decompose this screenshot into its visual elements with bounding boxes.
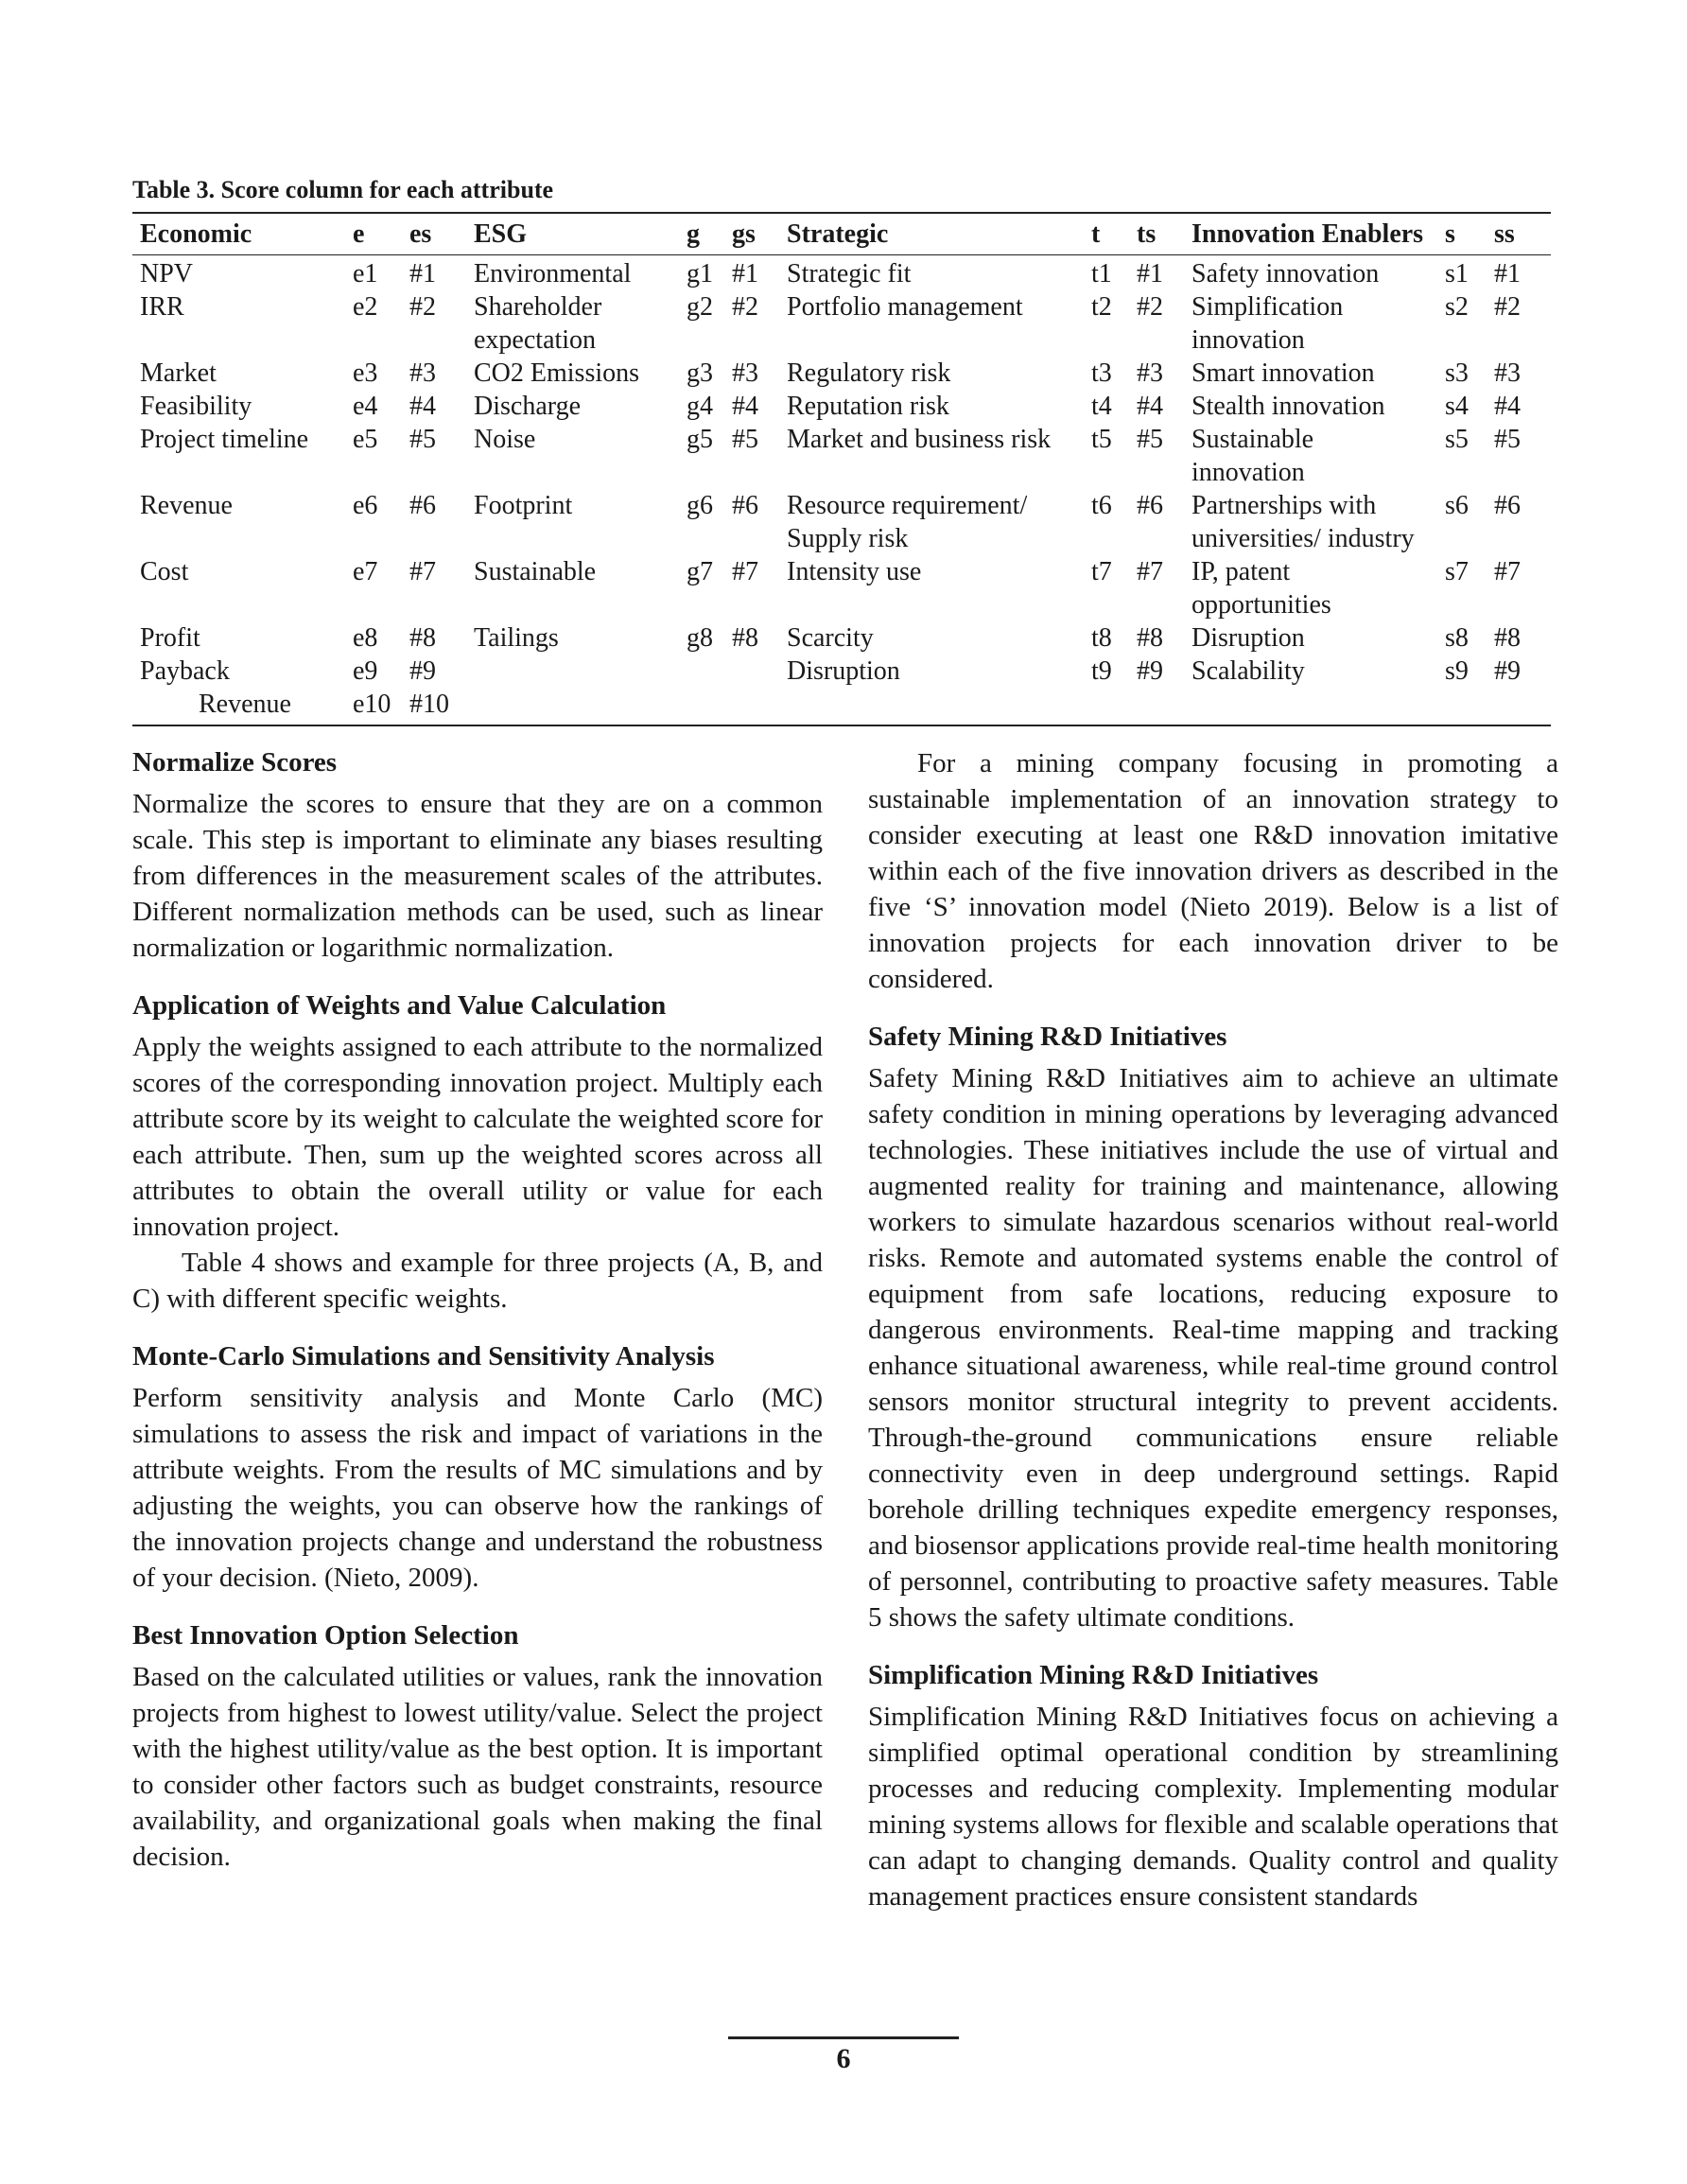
table-cell: e1: [353, 259, 378, 288]
table-cell: Noise: [474, 425, 536, 454]
paragraph: Simplification Mining R&D Initiatives focus on achieving a simplified optimal operational condition by streamlining processes and reducing complexity. Implementing modular mining systems allows for flexible and scalable operations that can adapt to changing demands. Quality control and quality management practices ensure consistent standards: [868, 1702, 1558, 1912]
table-cell: Payback: [140, 656, 230, 686]
table-cell: g6: [687, 491, 713, 520]
table-cell: e3: [353, 358, 378, 388]
table-cell: Disruption: [1191, 623, 1305, 653]
table-cell: e5: [353, 425, 378, 454]
table-cell: e6: [353, 491, 378, 520]
paragraph: Table 4 shows and example for three projects (A, B, and C) with different specific weights.: [132, 1248, 823, 1314]
table-cell: g5: [687, 425, 713, 454]
table-cell: s6: [1445, 491, 1469, 520]
table-cell: Stealth innovation: [1191, 392, 1385, 421]
table-cell: g1: [687, 259, 713, 288]
table-cell: #6: [1494, 491, 1521, 520]
table-cell: #2: [1494, 292, 1521, 322]
section: [868, 1658, 1558, 1914]
table-cell: Environmental: [474, 259, 632, 288]
header-ts: ts: [1129, 213, 1184, 255]
header-ss: ss: [1487, 213, 1551, 255]
table-cell: e10: [353, 690, 391, 719]
table-cell: #6: [409, 491, 436, 520]
table-cell: #7: [409, 557, 436, 586]
header-gs: gs: [724, 213, 779, 255]
table-cell: Safety innovation: [1191, 259, 1380, 288]
table-cell: #1: [732, 259, 758, 288]
table-row: [132, 290, 1551, 357]
section: [132, 745, 823, 966]
table-cell: e9: [353, 656, 378, 686]
table-cell: #8: [1494, 623, 1521, 653]
table-cell: IRR: [140, 292, 184, 322]
table-cell: #4: [732, 392, 758, 421]
paragraph: Apply the weights assigned to each attribute to the normalized scores of the corresponding innovation project. Multiply each attribute score by its weight to calculate the weighted score for each attribute. Then, sum up the weighted scores across all attributes to obtain the overall utility or value for each innovation project.: [132, 1032, 823, 1242]
header-strategic: Strategic: [779, 213, 1084, 255]
table-cell: t4: [1091, 392, 1112, 421]
table-cell: e7: [353, 557, 378, 586]
header-g: g: [679, 213, 724, 255]
table-cell: t7: [1091, 557, 1112, 586]
table-cell: t3: [1091, 358, 1112, 388]
paragraph: Based on the calculated utilities or values, rank the innovation projects from highest to lowest utility/value. Select the project with the highest utility/value as the best option. It is important to consider other factors such as budget constraints, resource availability, and organizational goals when making the final decision.: [132, 1662, 823, 1872]
section-heading: Monte-Carlo Simulations and Sensitivity Analysis: [132, 1341, 715, 1372]
table-cell: Scarcity: [787, 623, 874, 653]
table-cell: g4: [687, 392, 713, 421]
page-number: 6: [836, 2043, 851, 2074]
table-body: [132, 255, 1551, 726]
table-cell: #2: [732, 292, 758, 322]
table-cell: #8: [409, 623, 436, 653]
table-cell: t5: [1091, 425, 1112, 454]
table-cell: #4: [1137, 392, 1163, 421]
footer-rule: [728, 2036, 959, 2039]
table-cell: [724, 655, 779, 688]
header-t: t: [1084, 213, 1129, 255]
table-cell: t1: [1091, 259, 1112, 288]
table-cell: #1: [1494, 259, 1521, 288]
table-cell: Regulatory risk: [787, 358, 951, 388]
table-cell: [466, 655, 679, 688]
table-cell: Tailings: [474, 623, 559, 653]
table-cell: e8: [353, 623, 378, 653]
section-heading: Simplification Mining R&D Initiatives: [868, 1660, 1319, 1690]
table-cell: g7: [687, 557, 713, 586]
table-cell: s2: [1445, 292, 1469, 322]
table-cell: s7: [1445, 557, 1469, 586]
table-cell: Market: [140, 358, 217, 388]
table-cell: #5: [1494, 425, 1521, 454]
table-row: [132, 489, 1551, 555]
table-cell: [1084, 688, 1129, 725]
table-cell: Scalability: [1191, 656, 1305, 686]
table-cell: g8: [687, 623, 713, 653]
table-cell: [1184, 688, 1437, 725]
intro-section: [868, 745, 1558, 997]
table-cell: #6: [1137, 491, 1163, 520]
table-cell: Sustainable innovation: [1191, 425, 1314, 487]
table-cell: #9: [1494, 656, 1521, 686]
table-cell: #7: [1137, 557, 1163, 586]
table-cell: Sustainable: [474, 557, 597, 586]
table-cell: #3: [1137, 358, 1163, 388]
right-column: [868, 745, 1558, 1937]
table-cell: Profit: [140, 623, 200, 653]
table-cell: #6: [732, 491, 758, 520]
header-esg: ESG: [466, 213, 679, 255]
table-cell: #5: [409, 425, 436, 454]
table-row: [132, 390, 1551, 423]
header-s: s: [1437, 213, 1487, 255]
table-cell: #7: [1494, 557, 1521, 586]
header-es: es: [402, 213, 466, 255]
table-cell: s3: [1445, 358, 1469, 388]
table-row: [132, 357, 1551, 390]
table-cell: Resource requirement/ Supply risk: [787, 491, 1028, 553]
table-row: [132, 655, 1551, 688]
header-economic: Economic: [132, 213, 345, 255]
table-cell: #3: [732, 358, 758, 388]
table-cell: [1487, 688, 1551, 725]
table-cell: t6: [1091, 491, 1112, 520]
left-column: [132, 745, 823, 1897]
table-header-row: [132, 213, 1551, 255]
header-e: e: [345, 213, 402, 255]
table-cell: [679, 688, 724, 725]
table-cell: #1: [1137, 259, 1163, 288]
table-caption: Table 3. Score column for each attribute: [132, 176, 554, 203]
table-cell: [1129, 688, 1184, 725]
header-innovation-enablers: Innovation Enablers: [1184, 213, 1437, 255]
paragraph: Normalize the scores to ensure that they are on a common scale. This step is important to eliminate any biases resulting from differences in the measurement scales of the attributes. Different normalization methods can be used, such as linear normalization or logarithmic normalization.: [132, 789, 823, 963]
table-cell: #10: [409, 690, 449, 719]
table-cell: g2: [687, 292, 713, 322]
table-cell: #5: [732, 425, 758, 454]
table-cell: CO2 Emissions: [474, 358, 640, 388]
table-cell: #1: [409, 259, 436, 288]
table-cell: t2: [1091, 292, 1112, 322]
table-cell: #3: [409, 358, 436, 388]
table-row: [132, 688, 1551, 725]
table-row: [132, 621, 1551, 655]
table-cell: t8: [1091, 623, 1112, 653]
table-cell: Intensity use: [787, 557, 922, 586]
table-cell: NPV: [140, 259, 194, 288]
table-cell: [679, 655, 724, 688]
table-row: [132, 555, 1551, 621]
table-cell: Portfolio management: [787, 292, 1023, 322]
table-cell: s4: [1445, 392, 1469, 421]
table-cell: e4: [353, 392, 378, 421]
table-cell: Project timeline: [140, 425, 309, 454]
table-cell: Revenue: [140, 491, 233, 520]
section-heading: Best Innovation Option Selection: [132, 1620, 519, 1651]
table-cell: Smart innovation: [1191, 358, 1375, 388]
table-cell: #8: [732, 623, 758, 653]
table-cell: e2: [353, 292, 378, 322]
intro-paragraph: For a mining company focusing in promoting a sustainable implementation of an innovation strategy to consider executing at least one R&D innovation imitative within each of the five innovation drivers as described in the five ‘S’ innovation model (Nieto 2019). Below is a list of innovation projects for each innovation driver to be considered.: [868, 748, 1558, 994]
table-cell: g3: [687, 358, 713, 388]
section-heading: Application of Weights and Value Calculation: [132, 990, 667, 1021]
table-cell: #5: [1137, 425, 1163, 454]
table-cell: Strategic fit: [787, 259, 912, 288]
table-cell: Partnerships with universities/ industry: [1191, 491, 1415, 553]
table-cell: Revenue: [199, 690, 291, 719]
table-cell: #8: [1137, 623, 1163, 653]
table-cell: #4: [409, 392, 436, 421]
table-row: [132, 423, 1551, 489]
table-cell: #4: [1494, 392, 1521, 421]
table-cell: #2: [1137, 292, 1163, 322]
score-table: [132, 212, 1551, 726]
table-cell: Disruption: [787, 656, 900, 686]
table-cell: s5: [1445, 425, 1469, 454]
section: [132, 1339, 823, 1596]
table-cell: [779, 688, 1084, 725]
table-cell: [1437, 688, 1487, 725]
table-cell: s1: [1445, 259, 1469, 288]
table-cell: IP, patent opportunities: [1191, 557, 1331, 620]
table-cell: t9: [1091, 656, 1112, 686]
table-cell: #9: [1137, 656, 1163, 686]
table-cell: #3: [1494, 358, 1521, 388]
table-cell: #2: [409, 292, 436, 322]
table-cell: Cost: [140, 557, 189, 586]
table-cell: #7: [732, 557, 758, 586]
table-cell: s9: [1445, 656, 1469, 686]
table-cell: Reputation risk: [787, 392, 949, 421]
section-heading: Normalize Scores: [132, 747, 338, 778]
table-row: [132, 255, 1551, 291]
table-cell: Discharge: [474, 392, 581, 421]
section-heading: Safety Mining R&D Initiatives: [868, 1022, 1227, 1052]
section: [868, 1020, 1558, 1635]
table-cell: Footprint: [474, 491, 573, 520]
table-cell: Feasibility: [140, 392, 252, 421]
table-cell: s8: [1445, 623, 1469, 653]
table-cell: [724, 688, 779, 725]
table-cell: Simplification innovation: [1191, 292, 1344, 355]
table-cell: Shareholder expectation: [474, 292, 602, 355]
paragraph: Perform sensitivity analysis and Monte Carlo (MC) simulations to assess the risk and impact of variations in the attribute weights. From the results of MC simulations and by adjusting the weights, you can observe how the rankings of the innovation projects change and understand the robustness of your decision. (Nieto, 2009).: [132, 1383, 823, 1593]
section: [132, 988, 823, 1317]
table-cell: [466, 688, 679, 725]
table-cell: Market and business risk: [787, 425, 1052, 454]
table-cell: #9: [409, 656, 436, 686]
section: [132, 1618, 823, 1875]
paragraph: Safety Mining R&D Initiatives aim to achieve an ultimate safety condition in mining operations by leveraging advanced technologies. These initiatives include the use of virtual and augmented reality for training and maintenance, allowing workers to simulate hazardous scenarios without real-world risks. Remote and automated systems enable the control of equipment from safe locations, reducing exposure to dangerous environments. Real-time mapping and tracking enhance situational awareness, while real-time ground control sensors monitor structural integrity to prevent accidents. Through-the-ground communications ensure reliable connectivity even in deep underground settings. Rapid borehole drilling techniques expedite emergency responses, and biosensor applications provide real-time health monitoring of personnel, contributing to proactive safety measures. Table 5 shows the safety ultimate conditions.: [868, 1063, 1558, 1633]
